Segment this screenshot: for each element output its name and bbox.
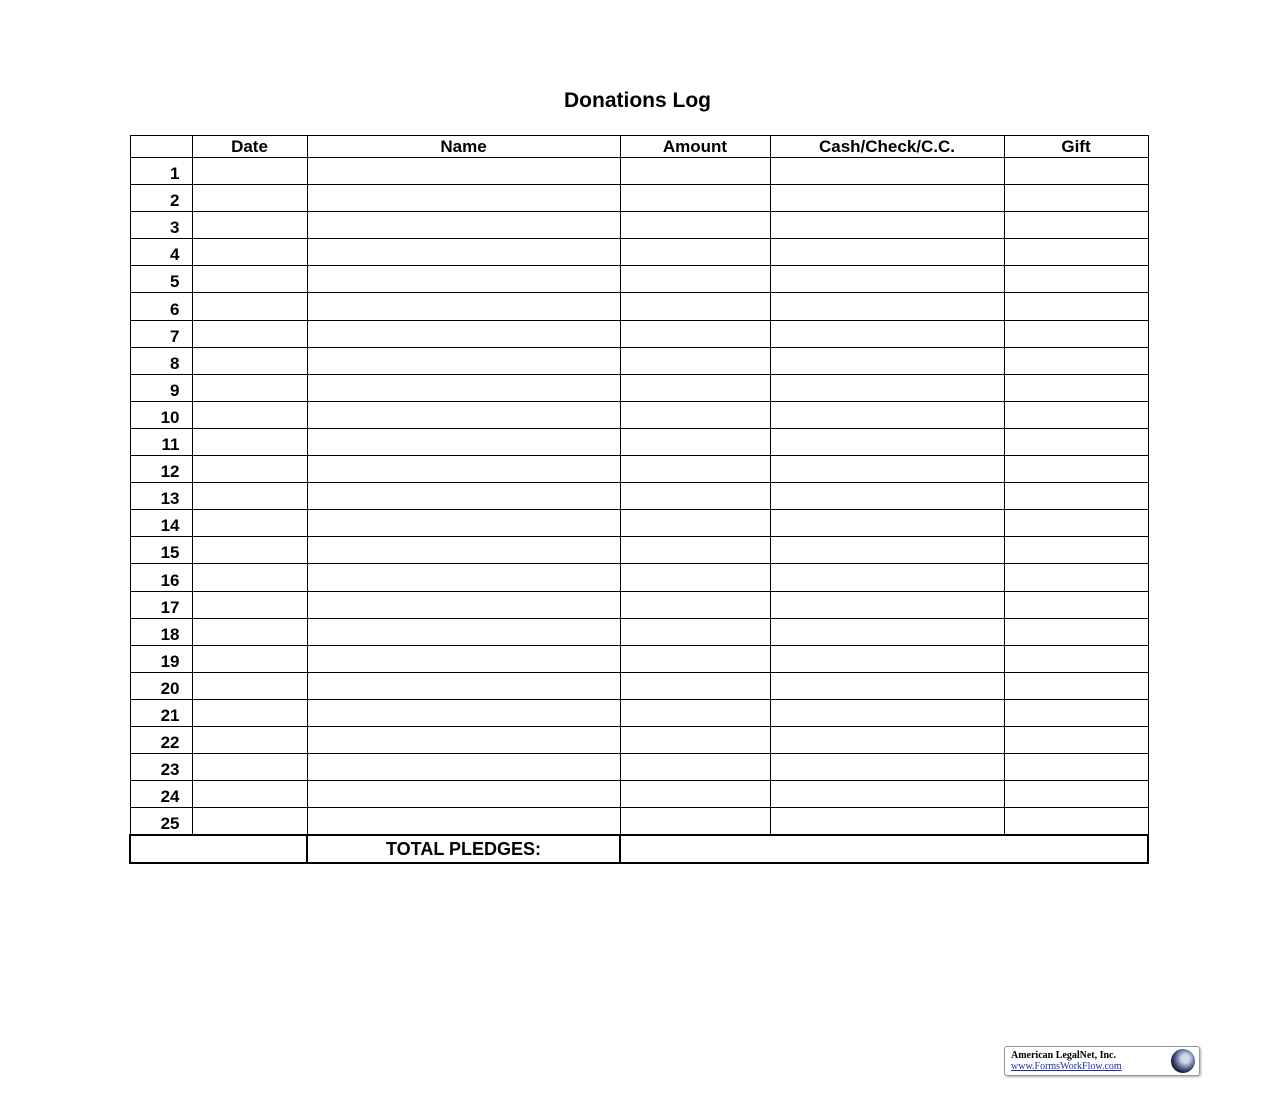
name-cell[interactable] [307, 158, 620, 185]
table-row [130, 266, 1148, 293]
name-cell[interactable] [307, 428, 620, 455]
payment-method-cell[interactable] [770, 591, 1004, 618]
table-row [130, 293, 1148, 320]
name-cell[interactable] [307, 754, 620, 781]
total-blank-cell [130, 835, 307, 863]
table-row [130, 618, 1148, 645]
payment-method-cell[interactable] [770, 537, 1004, 564]
payment-method-cell[interactable] [770, 808, 1004, 836]
table-row [130, 564, 1148, 591]
payment-method-cell[interactable] [770, 618, 1004, 645]
payment-method-cell[interactable] [770, 456, 1004, 483]
amount-cell[interactable] [620, 781, 770, 808]
table-row [130, 754, 1148, 781]
table-row [130, 212, 1148, 239]
amount-cell[interactable] [620, 672, 770, 699]
amount-cell[interactable] [620, 510, 770, 537]
row-number: 18 [130, 618, 192, 645]
amount-cell[interactable] [620, 754, 770, 781]
row-number: 16 [130, 564, 192, 591]
name-cell[interactable] [307, 320, 620, 347]
table-row [130, 158, 1148, 185]
row-number: 24 [130, 781, 192, 808]
header-date: Date [192, 136, 307, 158]
date-cell[interactable] [192, 591, 307, 618]
amount-cell[interactable] [620, 483, 770, 510]
row-number: 22 [130, 726, 192, 753]
name-cell[interactable] [307, 347, 620, 374]
name-cell[interactable] [307, 185, 620, 212]
row-number: 21 [130, 699, 192, 726]
amount-cell[interactable] [620, 428, 770, 455]
amount-cell[interactable] [620, 374, 770, 401]
gift-cell[interactable] [1004, 456, 1148, 483]
donations-table [129, 135, 1149, 864]
date-cell[interactable] [192, 428, 307, 455]
gift-cell[interactable] [1004, 401, 1148, 428]
row-number: 15 [130, 537, 192, 564]
payment-method-cell[interactable] [770, 212, 1004, 239]
amount-cell[interactable] [620, 645, 770, 672]
payment-method-cell[interactable] [770, 672, 1004, 699]
gift-cell[interactable] [1004, 564, 1148, 591]
payment-method-cell[interactable] [770, 564, 1004, 591]
name-cell[interactable] [307, 645, 620, 672]
date-cell[interactable] [192, 699, 307, 726]
amount-cell[interactable] [620, 320, 770, 347]
gift-cell[interactable] [1004, 591, 1148, 618]
payment-method-cell[interactable] [770, 781, 1004, 808]
date-cell[interactable] [192, 726, 307, 753]
name-cell[interactable] [307, 726, 620, 753]
date-cell[interactable] [192, 808, 307, 836]
total-pledges-label: TOTAL PLEDGES: [307, 835, 620, 863]
name-cell[interactable] [307, 456, 620, 483]
american-legalnet-logo [1004, 1046, 1200, 1076]
date-cell[interactable] [192, 347, 307, 374]
name-cell[interactable] [307, 564, 620, 591]
date-cell[interactable] [192, 537, 307, 564]
payment-method-cell[interactable] [770, 754, 1004, 781]
amount-cell[interactable] [620, 537, 770, 564]
name-cell[interactable] [307, 483, 620, 510]
gift-cell[interactable] [1004, 781, 1148, 808]
date-cell[interactable] [192, 456, 307, 483]
table-row [130, 591, 1148, 618]
table-row [130, 699, 1148, 726]
table-row [130, 510, 1148, 537]
date-cell[interactable] [192, 618, 307, 645]
date-cell[interactable] [192, 158, 307, 185]
table-row [130, 483, 1148, 510]
gift-cell[interactable] [1004, 808, 1148, 836]
row-number: 2 [130, 185, 192, 212]
gift-cell[interactable] [1004, 266, 1148, 293]
amount-cell[interactable] [620, 401, 770, 428]
table-row [130, 726, 1148, 753]
gift-cell[interactable] [1004, 347, 1148, 374]
row-number: 11 [130, 428, 192, 455]
name-cell[interactable] [307, 537, 620, 564]
gift-cell[interactable] [1004, 320, 1148, 347]
amount-cell[interactable] [620, 564, 770, 591]
date-cell[interactable] [192, 239, 307, 266]
date-cell[interactable] [192, 266, 307, 293]
row-number: 13 [130, 483, 192, 510]
gift-cell[interactable] [1004, 618, 1148, 645]
payment-method-cell[interactable] [770, 374, 1004, 401]
gift-cell[interactable] [1004, 212, 1148, 239]
row-number: 3 [130, 212, 192, 239]
date-cell[interactable] [192, 645, 307, 672]
payment-method-cell[interactable] [770, 726, 1004, 753]
gift-cell[interactable] [1004, 483, 1148, 510]
date-cell[interactable] [192, 185, 307, 212]
row-number: 6 [130, 293, 192, 320]
payment-method-cell[interactable] [770, 293, 1004, 320]
table-row [130, 645, 1148, 672]
gift-cell[interactable] [1004, 374, 1148, 401]
amount-cell[interactable] [620, 808, 770, 836]
row-number: 9 [130, 374, 192, 401]
name-cell[interactable] [307, 266, 620, 293]
gift-cell[interactable] [1004, 293, 1148, 320]
table-row [130, 428, 1148, 455]
name-cell[interactable] [307, 510, 620, 537]
date-cell[interactable] [192, 754, 307, 781]
payment-method-cell[interactable] [770, 320, 1004, 347]
payment-method-cell[interactable] [770, 428, 1004, 455]
row-number: 19 [130, 645, 192, 672]
payment-method-cell[interactable] [770, 239, 1004, 266]
header-amount: Amount [620, 136, 770, 158]
amount-cell[interactable] [620, 591, 770, 618]
gift-cell[interactable] [1004, 754, 1148, 781]
amount-cell[interactable] [620, 726, 770, 753]
payment-method-cell[interactable] [770, 185, 1004, 212]
date-cell[interactable] [192, 483, 307, 510]
header-row [130, 136, 1148, 158]
gift-cell[interactable] [1004, 699, 1148, 726]
table-row [130, 808, 1148, 836]
gift-cell[interactable] [1004, 158, 1148, 185]
name-cell[interactable] [307, 672, 620, 699]
date-cell[interactable] [192, 212, 307, 239]
table-row [130, 401, 1148, 428]
amount-cell[interactable] [620, 293, 770, 320]
name-cell[interactable] [307, 699, 620, 726]
date-cell[interactable] [192, 781, 307, 808]
name-cell[interactable] [307, 808, 620, 836]
row-number: 20 [130, 672, 192, 699]
name-cell[interactable] [307, 293, 620, 320]
row-number: 23 [130, 754, 192, 781]
amount-cell[interactable] [620, 239, 770, 266]
row-number: 10 [130, 401, 192, 428]
table-row [130, 537, 1148, 564]
amount-cell[interactable] [620, 212, 770, 239]
name-cell[interactable] [307, 401, 620, 428]
name-cell[interactable] [307, 591, 620, 618]
row-number: 7 [130, 320, 192, 347]
amount-cell[interactable] [620, 158, 770, 185]
row-number: 14 [130, 510, 192, 537]
page-title: Donations Log [564, 89, 711, 112]
gift-cell[interactable] [1004, 510, 1148, 537]
name-cell[interactable] [307, 374, 620, 401]
date-cell[interactable] [192, 320, 307, 347]
amount-cell[interactable] [620, 699, 770, 726]
name-cell[interactable] [307, 781, 620, 808]
gift-cell[interactable] [1004, 672, 1148, 699]
table-row [130, 347, 1148, 374]
amount-cell[interactable] [620, 456, 770, 483]
payment-method-cell[interactable] [770, 699, 1004, 726]
logo-company: American LegalNet, Inc. [1011, 1050, 1116, 1061]
gift-cell[interactable] [1004, 428, 1148, 455]
payment-method-cell[interactable] [770, 158, 1004, 185]
gift-cell[interactable] [1004, 726, 1148, 753]
name-cell[interactable] [307, 212, 620, 239]
name-cell[interactable] [307, 239, 620, 266]
row-number: 4 [130, 239, 192, 266]
globe-icon [1171, 1049, 1195, 1073]
table-row [130, 374, 1148, 401]
date-cell[interactable] [192, 374, 307, 401]
amount-cell[interactable] [620, 266, 770, 293]
total-row [130, 835, 1148, 863]
amount-cell[interactable] [620, 618, 770, 645]
gift-cell[interactable] [1004, 185, 1148, 212]
payment-method-cell[interactable] [770, 510, 1004, 537]
row-number: 8 [130, 347, 192, 374]
payment-method-cell[interactable] [770, 347, 1004, 374]
name-cell[interactable] [307, 618, 620, 645]
table-row [130, 320, 1148, 347]
date-cell[interactable] [192, 401, 307, 428]
payment-method-cell[interactable] [770, 645, 1004, 672]
row-number: 5 [130, 266, 192, 293]
payment-method-cell[interactable] [770, 266, 1004, 293]
date-cell[interactable] [192, 672, 307, 699]
amount-cell[interactable] [620, 347, 770, 374]
gift-cell[interactable] [1004, 645, 1148, 672]
table-row [130, 781, 1148, 808]
logo-url-link[interactable]: www.FormsWorkFlow.com [1011, 1061, 1122, 1072]
table-row [130, 239, 1148, 266]
header-name: Name [307, 136, 620, 158]
row-number: 12 [130, 456, 192, 483]
payment-method-cell[interactable] [770, 401, 1004, 428]
header-payment-method: Cash/Check/C.C. [770, 136, 1004, 158]
gift-cell[interactable] [1004, 537, 1148, 564]
table-row [130, 185, 1148, 212]
date-cell[interactable] [192, 293, 307, 320]
row-number: 1 [130, 158, 192, 185]
date-cell[interactable] [192, 510, 307, 537]
header-gift: Gift [1004, 136, 1148, 158]
total-pledges-field[interactable] [620, 835, 1148, 863]
row-number: 25 [130, 808, 192, 836]
date-cell[interactable] [192, 564, 307, 591]
gift-cell[interactable] [1004, 239, 1148, 266]
payment-method-cell[interactable] [770, 483, 1004, 510]
table-row [130, 672, 1148, 699]
header-number [130, 136, 192, 158]
table-row [130, 456, 1148, 483]
row-number: 17 [130, 591, 192, 618]
amount-cell[interactable] [620, 185, 770, 212]
